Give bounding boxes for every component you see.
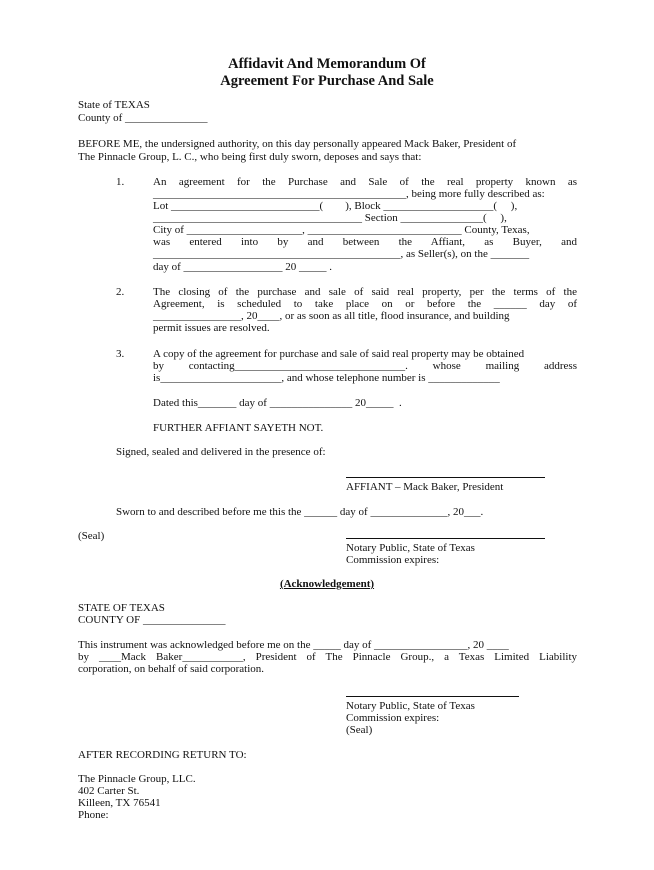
ack-county: COUNTY OF _______________ <box>78 614 226 626</box>
item-1-line-8: day of __________________ 20 _____ . <box>153 261 333 273</box>
venue-county: County of _______________ <box>78 112 208 124</box>
item-1-line-6: was entered into by and between the Affiant, as Buyer, and <box>153 236 577 248</box>
notary-1-line-1: Notary Public, State of Texas <box>346 542 475 554</box>
ack-line-3: corporation, on behalf of said corporation. <box>78 663 265 675</box>
item-3-dated-line: Dated this_______ day of _______________ 20_____ . <box>153 397 402 409</box>
item-2-line-4: permit issues are resolved. <box>153 322 270 334</box>
notary-signature-line-2 <box>346 696 519 697</box>
signed-presence-line: Signed, sealed and delivered in the presence of: <box>116 446 326 458</box>
item-1-line-1: An agreement for the Purchase and Sale of the real property known as <box>153 176 577 188</box>
item-2-line-1: The closing of the purchase and sale of said real property, per the terms of the <box>153 286 577 298</box>
document-title-line-1: Affidavit And Memorandum Of <box>228 56 426 72</box>
item-1-line-4: ______________________________________ Section _______________( ), <box>153 212 507 224</box>
item-1-line-2: ______________________________________________, being more fully described as: <box>153 188 545 200</box>
item-2-line-3: ________________, 20____, or as soon as all title, flood insurance, and building <box>153 310 510 322</box>
notary-2-line-2: Commission expires: <box>346 712 440 724</box>
item-2-number: 2. <box>116 286 125 298</box>
item-3-number: 3. <box>116 348 125 360</box>
ack-line-2: by ____Mack Baker___________, President of The Pinnacle Group., a Texas Limited Liability <box>78 651 577 663</box>
venue-state: State of TEXAS <box>78 99 150 111</box>
affiant-label: AFFIANT – Mack Baker, President <box>346 481 504 493</box>
ack-state: STATE OF TEXAS <box>78 602 165 614</box>
item-3-line-3: is______________________, and whose telephone number is _____________ <box>153 372 500 384</box>
seal-label: (Seal) <box>78 530 105 542</box>
return-to-city: Killeen, TX 76541 <box>78 797 161 809</box>
affiant-signature-line <box>346 477 545 478</box>
item-1-line-5: City of _____________________, ____________________________ County, Texas, <box>153 224 530 236</box>
item-1-line-3: Lot ___________________________( ), Block ____________________( ), <box>153 200 518 212</box>
return-to-phone: Phone: <box>78 809 109 821</box>
item-2-line-2: Agreement, is scheduled to take place on or before the ______ day of <box>153 298 577 310</box>
acknowledgement-heading: (Acknowledgement) <box>279 578 375 590</box>
item-3-line-1: A copy of the agreement for purchase and sale of said real property may be obtained <box>153 348 525 360</box>
document-title-line-2: Agreement For Purchase And Sale <box>220 73 434 89</box>
item-1-line-7: _____________________________________________, as Seller(s), on the _______ <box>153 248 530 260</box>
preamble-line-1: BEFORE ME, the undersigned authority, on this day personally appeared Mack Baker, President of <box>78 138 517 150</box>
notary-2-seal: (Seal) <box>346 724 373 736</box>
notary-2-line-1: Notary Public, State of Texas <box>346 700 475 712</box>
further-affiant-line: FURTHER AFFIANT SAYETH NOT. <box>153 422 324 434</box>
notary-1-line-2: Commission expires: <box>346 554 440 566</box>
notary-signature-line-1 <box>346 538 545 539</box>
ack-line-1: This instrument was acknowledged before me on the _____ day of _________________, 20 ____ <box>78 639 509 651</box>
item-1-number: 1. <box>116 176 125 188</box>
return-to-heading: AFTER RECORDING RETURN TO: <box>78 749 247 761</box>
return-to-street: 402 Carter St. <box>78 785 140 797</box>
item-3-line-2: by contacting_______________________________. whose mailing address <box>153 360 577 372</box>
sworn-line: Sworn to and described before me this the ______ day of ______________, 20___. <box>116 506 484 518</box>
return-to-company: The Pinnacle Group, LLC. <box>78 773 196 785</box>
preamble-line-2: The Pinnacle Group, L. C., who being first duly sworn, deposes and says that: <box>78 151 422 163</box>
